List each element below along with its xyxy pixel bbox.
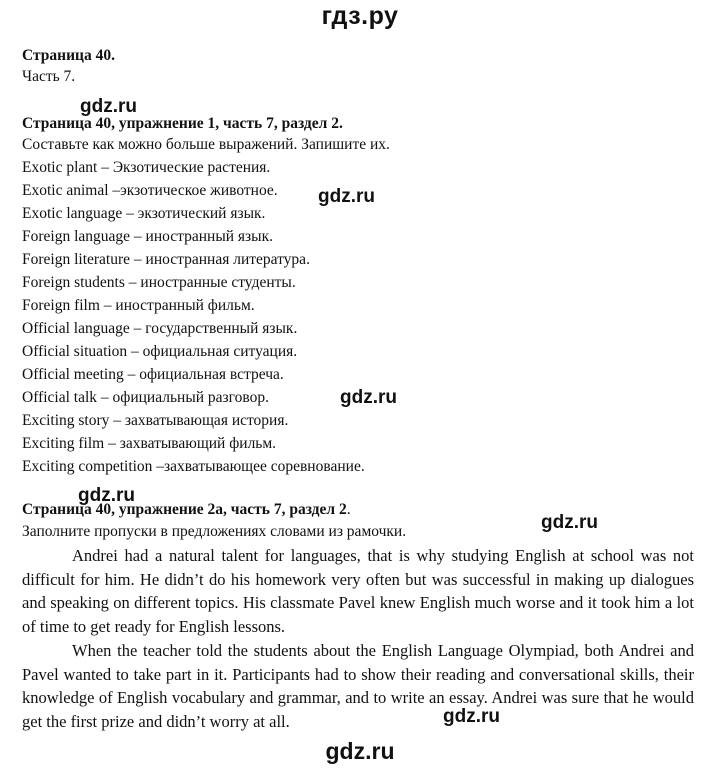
watermark: gdz.ru xyxy=(541,512,598,533)
exercise1-item: Official meeting – официальная встреча. xyxy=(22,366,284,383)
exercise1-item: Official talk – официальный разговор. xyxy=(22,389,269,406)
exercise2-title-text: Страница 40, упражнение 2а, часть 7, раздел 2 xyxy=(22,501,347,518)
exercise1-item: Exciting film – захватывающий фильм. xyxy=(22,435,277,452)
watermark: gdz.ru xyxy=(443,706,500,727)
site-footer: gdz.ru xyxy=(325,738,395,764)
exercise1-item: Foreign literature – иностранная литература. xyxy=(22,251,310,268)
exercise2-text xyxy=(22,544,694,734)
exercise1-item: Exotic animal –экзотическое животное. xyxy=(22,182,278,199)
exercise2-paragraph: Andrei had a natural talent for languages, that is why studying English at school was not difficult for him. He didn’t do his homework very often but was successful in making up dialogues and speaking on different topics. His classmate Pavel knew English much worse and it took him a lot of time to get ready for English lessons. xyxy=(22,546,694,637)
exercise1-item: Official language – государственный язык. xyxy=(22,320,298,337)
exercise1-item: Exciting competition –захватывающее соревнование. xyxy=(22,458,365,475)
exercise1-title: Страница 40, упражнение 1, часть 7, раздел 2. xyxy=(22,115,343,132)
exercise1-item: Foreign language – иностранный язык. xyxy=(22,228,273,245)
site-header: гдз.ру xyxy=(321,2,399,30)
exercise1-item: Exotic plant – Экзотические растения. xyxy=(22,159,271,176)
exercise1-item: Foreign film – иностранный фильм. xyxy=(22,297,255,314)
watermark: gdz.ru xyxy=(78,485,135,506)
exercise1-item: Exotic language – экзотический язык. xyxy=(22,205,266,222)
page-part: Часть 7. xyxy=(22,68,76,85)
exercise1-item: Official situation – официальная ситуация. xyxy=(22,343,298,360)
exercise2-title-suffix: . xyxy=(346,501,351,518)
exercise2-title xyxy=(22,500,351,520)
exercise1-item: Exciting story – захватывающая история. xyxy=(22,412,289,429)
exercise2-paragraph: When the teacher told the students about the English Language Olympiad, both Andrei and Pavel wanted to take part in it. Participants had to show their reading and conversational skills, their knowledge of English vocabulary and grammar, and to write an essay. Andrei was sure that he would get the first prize and didn’t worry at all. xyxy=(22,640,694,731)
exercise2-instruction: Заполните пропуски в предложениях словами из рамочки. xyxy=(22,523,407,540)
watermark: gdz.ru xyxy=(80,96,137,117)
exercise1-item: Foreign students – иностранные студенты. xyxy=(22,274,296,291)
watermark: gdz.ru xyxy=(340,387,397,408)
exercise1-instruction: Составьте как можно больше выражений. Запишите их. xyxy=(22,136,390,153)
page-title: Страница 40. xyxy=(22,47,115,64)
watermark: gdz.ru xyxy=(318,186,375,207)
